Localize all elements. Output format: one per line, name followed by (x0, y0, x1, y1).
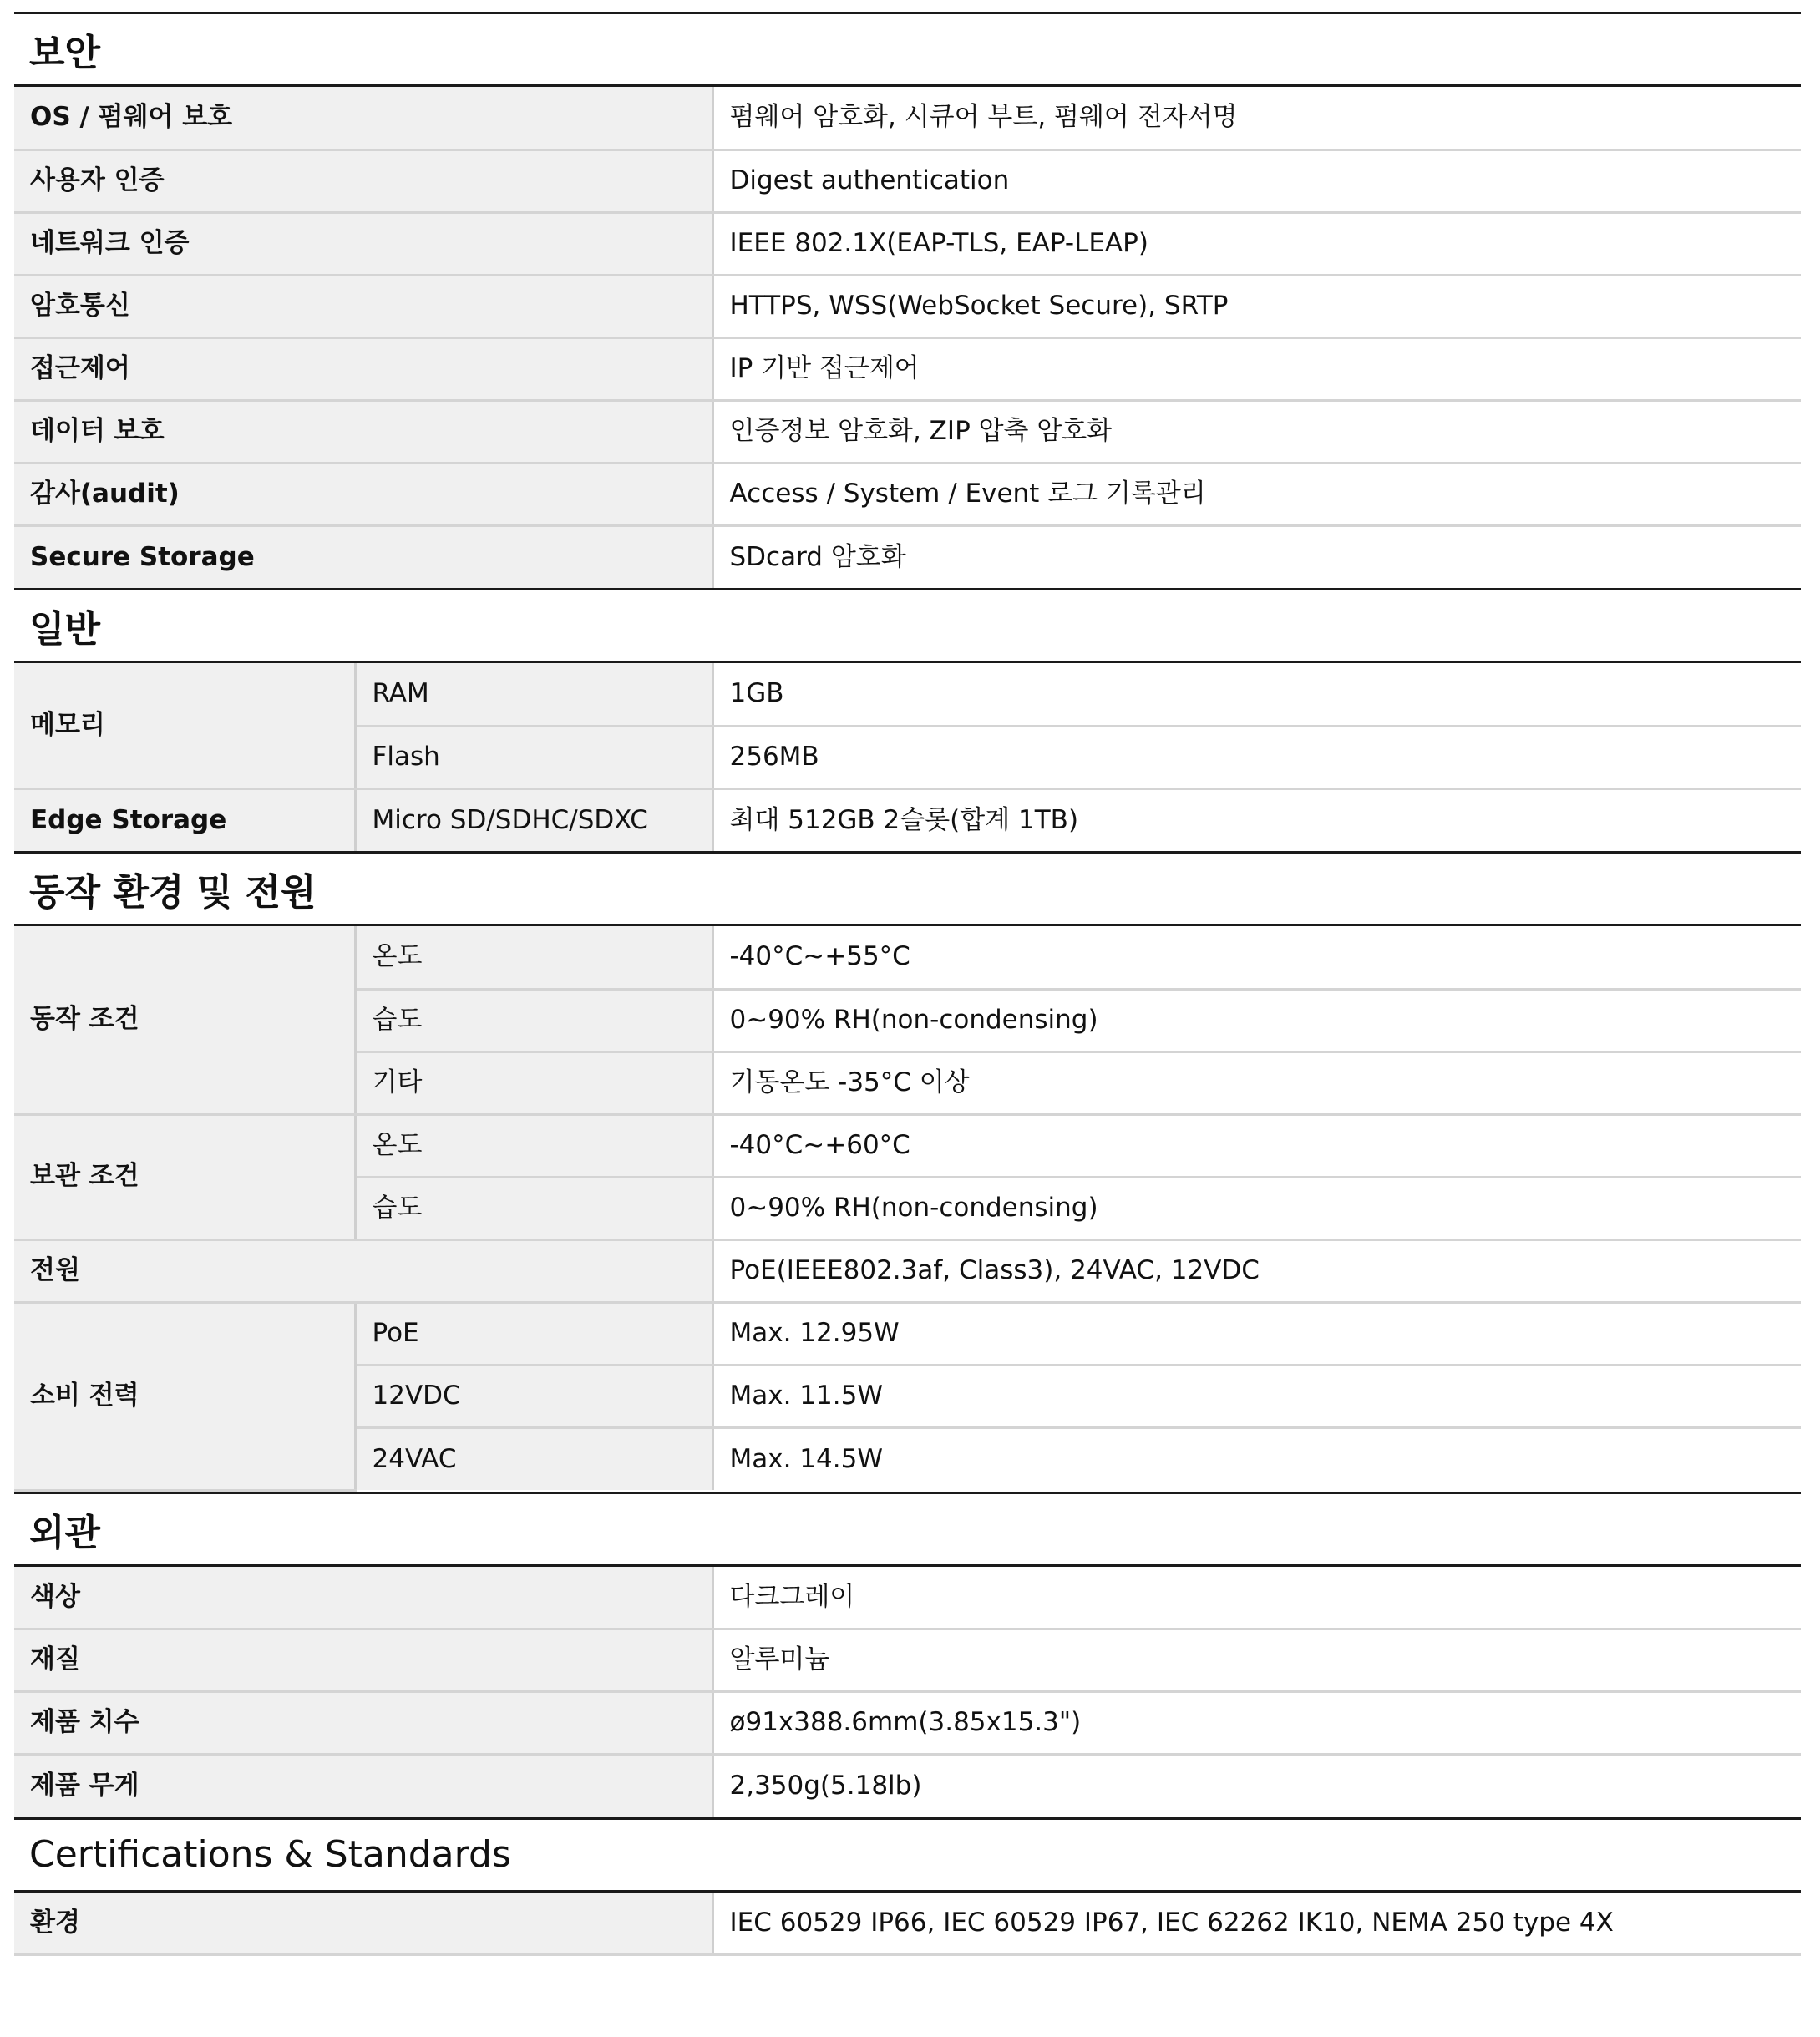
table-row (14, 788, 1801, 851)
row-label: 네트워크 인증 (14, 212, 712, 275)
row-sublabel: 12VDC (355, 1365, 712, 1427)
row-label: 전원 (14, 1239, 712, 1302)
table-row (14, 463, 1801, 525)
section-title-appearance: 외관 (14, 1492, 1801, 1567)
row-value: -40°C~+60°C (712, 1114, 1801, 1177)
row-label: 재질 (14, 1629, 712, 1692)
section-title-security: 보안 (14, 12, 1801, 87)
table-row (14, 1239, 1801, 1302)
row-label: 환경 (14, 1893, 712, 1955)
certifications-table (14, 1893, 1801, 1957)
table-row (14, 1755, 1801, 1817)
row-value: 최대 512GB 2슬롯(합계 1TB) (712, 788, 1801, 851)
row-value: 인증정보 암호화, ZIP 압축 암호화 (712, 400, 1801, 463)
table-row (14, 212, 1801, 275)
row-sublabel: 기타 (355, 1051, 712, 1114)
row-sublabel: PoE (355, 1302, 712, 1365)
row-label: OS / 펌웨어 보호 (14, 87, 712, 149)
environment-table (14, 926, 1801, 1492)
row-value: Access / System / Event 로그 기록관리 (712, 463, 1801, 525)
row-label: 암호통신 (14, 275, 712, 337)
row-value: 알루미늄 (712, 1629, 1801, 1692)
table-row (14, 149, 1801, 212)
general-table (14, 663, 1801, 851)
table-row (14, 1629, 1801, 1692)
row-label: Edge Storage (14, 788, 355, 851)
row-label: Secure Storage (14, 525, 712, 588)
row-label: 사용자 인증 (14, 149, 712, 212)
row-sublabel: Flash (355, 726, 712, 788)
row-sublabel: 온도 (355, 926, 712, 989)
row-sublabel: 24VAC (355, 1427, 712, 1490)
row-value: Max. 12.95W (712, 1302, 1801, 1365)
row-value: SDcard 암호화 (712, 525, 1801, 588)
row-value: 기동온도 -35°C 이상 (712, 1051, 1801, 1114)
row-value: IEC 60529 IP66, IEC 60529 IP67, IEC 62262 IK10, NEMA 250 type 4X (712, 1893, 1801, 1955)
table-row (14, 1114, 1801, 1177)
table-row (14, 525, 1801, 588)
row-value: 펌웨어 암호화, 시큐어 부트, 펌웨어 전자서명 (712, 87, 1801, 149)
row-value: 0~90% RH(non-condensing) (712, 1177, 1801, 1239)
row-sublabel: Micro SD/SDHC/SDXC (355, 788, 712, 851)
row-label: 메모리 (14, 663, 355, 788)
row-label: 접근제어 (14, 337, 712, 400)
row-value: 0~90% RH(non-condensing) (712, 989, 1801, 1051)
table-row (14, 1893, 1801, 1955)
spec-sheet (14, 12, 1801, 1956)
row-label: 데이터 보호 (14, 400, 712, 463)
table-row (14, 1302, 1801, 1365)
row-value: 2,350g(5.18lb) (712, 1755, 1801, 1817)
row-value: Max. 11.5W (712, 1365, 1801, 1427)
row-label: 색상 (14, 1567, 712, 1629)
table-row (14, 87, 1801, 149)
table-row (14, 400, 1801, 463)
row-label: 제품 치수 (14, 1692, 712, 1755)
row-value: IEEE 802.1X(EAP-TLS, EAP-LEAP) (712, 212, 1801, 275)
row-sublabel: 습도 (355, 1177, 712, 1239)
row-value: ø91x388.6mm(3.85x15.3") (712, 1692, 1801, 1755)
table-row (14, 1692, 1801, 1755)
row-label: 동작 조건 (14, 926, 355, 1114)
row-value: PoE(IEEE802.3af, Class3), 24VAC, 12VDC (712, 1239, 1801, 1302)
row-label: 제품 무게 (14, 1755, 712, 1817)
row-label: 소비 전력 (14, 1302, 355, 1490)
row-sublabel: RAM (355, 663, 712, 726)
row-value: 1GB (712, 663, 1801, 726)
table-row (14, 926, 1801, 989)
table-row (14, 663, 1801, 726)
row-sublabel: 온도 (355, 1114, 712, 1177)
row-value: HTTPS, WSS(WebSocket Secure), SRTP (712, 275, 1801, 337)
row-value: IP 기반 접근제어 (712, 337, 1801, 400)
table-row (14, 1567, 1801, 1629)
appearance-table (14, 1567, 1801, 1817)
section-title-environment: 동작 환경 및 전원 (14, 851, 1801, 926)
row-value: 다크그레이 (712, 1567, 1801, 1629)
row-sublabel: 습도 (355, 989, 712, 1051)
row-value: Max. 14.5W (712, 1427, 1801, 1490)
row-value: Digest authentication (712, 149, 1801, 212)
section-title-certifications: Certifications & Standards (14, 1817, 1801, 1893)
security-table (14, 87, 1801, 588)
row-label: 보관 조건 (14, 1114, 355, 1239)
table-row (14, 275, 1801, 337)
section-title-general: 일반 (14, 588, 1801, 663)
table-row (14, 337, 1801, 400)
row-value: -40°C~+55°C (712, 926, 1801, 989)
row-value: 256MB (712, 726, 1801, 788)
row-label: 감사(audit) (14, 463, 712, 525)
